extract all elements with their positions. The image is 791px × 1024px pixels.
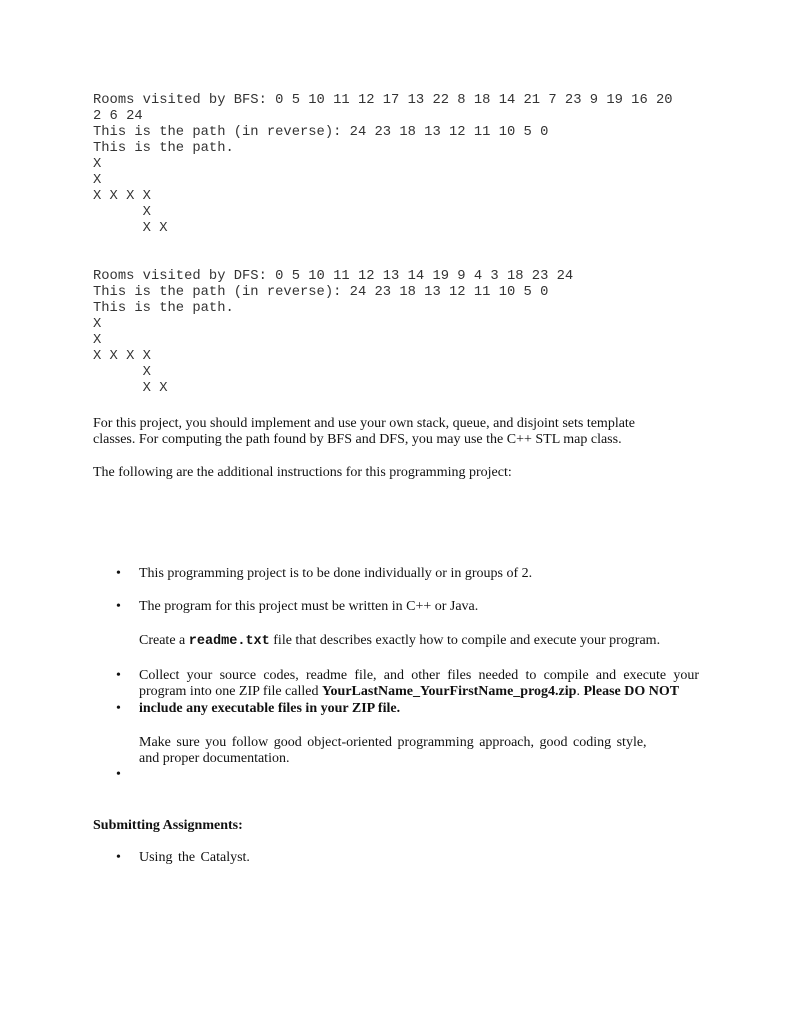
output-line: X X X X xyxy=(93,189,151,204)
text: Please DO NOT xyxy=(583,684,680,699)
text: Create a xyxy=(139,633,189,648)
text: file that describes exactly how to compile and execute your program. xyxy=(269,633,661,648)
output-line: This is the path. xyxy=(93,141,234,156)
output-line: This is the path. xyxy=(93,301,234,316)
bullet-icon: • xyxy=(116,668,121,683)
readme-filename: readme.txt xyxy=(188,634,270,649)
list-item: Using the Catalyst. xyxy=(139,850,250,865)
list-item-line: and proper documentation. xyxy=(139,751,290,766)
bullet-icon: • xyxy=(116,850,121,865)
bullet-icon: • xyxy=(116,767,121,782)
bullet-icon: • xyxy=(116,566,121,581)
list-item-line: Make sure you follow good object-oriented programming approach, good coding style, xyxy=(139,735,647,750)
list-item: The program for this project must be written in C++ or Java. xyxy=(139,599,479,614)
section-heading: Submitting Assignments: xyxy=(93,818,243,833)
output-line: X xyxy=(93,365,151,380)
zip-filename: YourLastName_YourFirstName_prog4.zip xyxy=(321,684,577,699)
output-line: X X xyxy=(93,381,168,396)
output-line: X xyxy=(93,157,102,172)
output-line: X xyxy=(93,205,151,220)
output-line: X xyxy=(93,173,102,188)
list-item-line: include any executable files in your ZIP file. xyxy=(139,701,401,716)
list-item-line: Collect your source codes, readme file, and other files needed to compile and execute your xyxy=(139,668,699,683)
output-line: X X X X xyxy=(93,349,151,364)
output-line: X X xyxy=(93,221,168,236)
paragraph-line: classes. For computing the path found by BFS and DFS, you may use the C++ STL map class. xyxy=(93,432,622,447)
bfs-output xyxy=(93,93,673,237)
paragraph-line: For this project, you should implement and use your own stack, queue, and disjoint sets template xyxy=(93,416,636,431)
bullet-icon: • xyxy=(116,599,121,614)
output-line: X xyxy=(93,333,102,348)
output-line: Rooms visited by DFS: 0 5 10 11 12 13 14 19 9 4 3 18 23 24 xyxy=(93,269,574,284)
output-line: 2 6 24 xyxy=(93,109,143,124)
output-line: Rooms visited by BFS: 0 5 10 11 12 17 13 22 8 18 14 21 7 23 9 19 16 20 xyxy=(93,93,673,108)
dfs-output xyxy=(93,269,573,397)
output-line: This is the path (in reverse): 24 23 18 13 12 11 10 5 0 xyxy=(93,285,549,300)
list-item-line xyxy=(139,684,679,700)
paragraph: The following are the additional instructions for this programming project: xyxy=(93,465,512,480)
output-line: X xyxy=(93,317,102,332)
output-line: This is the path (in reverse): 24 23 18 13 12 11 10 5 0 xyxy=(93,125,549,140)
text: program into one ZIP file called xyxy=(139,684,322,699)
text: . xyxy=(576,684,584,699)
list-item xyxy=(139,633,660,650)
bullet-icon: • xyxy=(116,701,121,716)
list-item: This programming project is to be done individually or in groups of 2. xyxy=(139,566,533,581)
